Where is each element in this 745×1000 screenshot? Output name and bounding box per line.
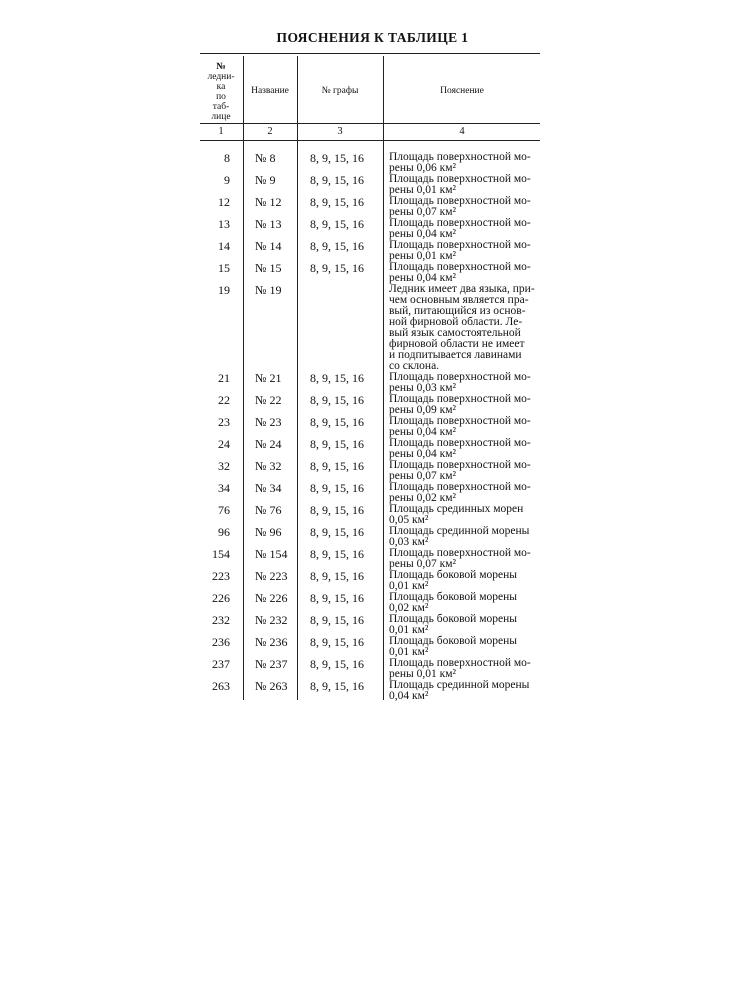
glacier-number: 13 [218,217,230,231]
glacier-name: № 34 [255,481,282,495]
glacier-name: № 23 [255,415,282,429]
header-bottom-rule [200,123,540,124]
colnum-bottom-rule [200,140,540,141]
page-title: ПОЯСНЕНИЯ К ТАБЛИЦЕ 1 [276,30,469,45]
glacier-number: 14 [218,239,230,253]
glacier-number: 12 [218,195,230,209]
header-col-number-line: ледни- [207,72,235,82]
explanation [389,592,541,614]
column-refs: 8, 9, 15, 16 [310,635,364,649]
explanation-line: Площадь боковой морены [389,635,517,647]
glacier-number: 22 [218,393,230,407]
column-refs: 8, 9, 15, 16 [310,195,364,209]
header-col-number-line: лице [211,112,231,122]
glacier-number: 23 [218,415,230,429]
explanation-line: рены 0,07 км² [389,558,456,570]
explanation-line: Ледник имеет два языка, при- [389,283,535,295]
explanation-line: Площадь поверхностной мо- [389,393,531,405]
glacier-name: № 263 [255,679,288,693]
glacier-number: 8 [224,151,230,165]
explanation-line: 0,01 км² [389,624,429,636]
explanation-line: Площадь поверхностной мо- [389,239,531,251]
explanation-line: рены 0,04 км² [389,426,456,438]
header-col-name: Название [251,86,289,96]
column-refs: 8, 9, 15, 16 [310,371,364,385]
explanation [389,636,541,658]
table-top-rule [200,53,540,54]
explanation [389,174,541,196]
glacier-name: № 22 [255,393,282,407]
explanation-line: фирновой области не имеет [389,338,525,350]
explanation-line: рены 0,07 км² [389,206,456,218]
glacier-number: 232 [212,613,230,627]
explanation-line: 0,01 км² [389,646,429,658]
glacier-name: № 76 [255,503,282,517]
glacier-number: 32 [218,459,230,473]
glacier-name: № 24 [255,437,282,451]
explanation [389,482,541,504]
explanation-line: рены 0,02 км² [389,492,456,504]
column-refs: 8, 9, 15, 16 [310,525,364,539]
column-refs: 8, 9, 15, 16 [310,239,364,253]
explanation-line: Площадь поверхностной мо- [389,217,531,229]
explanation [389,262,541,284]
header-col-number-line: таб- [212,102,230,112]
explanation-line: Площадь поверхностной мо- [389,261,531,273]
glacier-number: 237 [212,657,230,671]
col-number-1: 1 [218,126,224,137]
header-col-number-line: ка [216,82,226,92]
explanation-line: рены 0,04 км² [389,228,456,240]
column-refs: 8, 9, 15, 16 [310,173,364,187]
col-number-2: 2 [267,126,273,137]
explanation [389,526,541,548]
explanation-line: и подпитывается лавинами [389,349,522,361]
column-refs: 8, 9, 15, 16 [310,217,364,231]
header-col-explanation: Пояснение [440,86,484,96]
table-row [0,283,745,372]
explanation [389,460,541,482]
explanation-line: 0,04 км² [389,690,429,702]
glacier-name: № 237 [255,657,288,671]
explanation [389,680,541,702]
explanation [389,240,541,262]
explanation [389,416,541,438]
glacier-number: 34 [218,481,230,495]
explanation [389,152,541,174]
glacier-number: 76 [218,503,230,517]
explanation-line: Площадь срединной морены [389,679,530,691]
explanation-line: Площадь срединных морен [389,503,524,515]
explanation-line: Площадь боковой морены [389,569,517,581]
explanation [389,658,541,680]
explanation-line: рены 0,01 км² [389,184,456,196]
glacier-name: № 15 [255,261,282,275]
column-refs: 8, 9, 15, 16 [310,547,364,561]
explanation-line: Площадь поверхностной мо- [389,195,531,207]
table-row [0,635,745,657]
table-row [0,437,745,459]
explanation-line: Площадь боковой морены [389,591,517,603]
explanation-line: Площадь срединной морены [389,525,530,537]
header-col-number-line: № [216,62,226,72]
table-row [0,569,745,591]
table-row [0,371,745,393]
explanation-line: рены 0,01 км² [389,250,456,262]
column-refs: 8, 9, 15, 16 [310,503,364,517]
glacier-number: 263 [212,679,230,693]
column-refs: 8, 9, 15, 16 [310,415,364,429]
table-row [0,195,745,217]
glacier-name: № 21 [255,371,282,385]
glacier-name: № 236 [255,635,288,649]
table-row [0,151,745,173]
glacier-name: № 13 [255,217,282,231]
table-row [0,393,745,415]
explanation-line: рены 0,03 км² [389,382,456,394]
table-row [0,481,745,503]
explanation [389,504,541,526]
explanation-line: ной фирновой области. Ле- [389,316,523,328]
header-col-columns: № графы [321,86,359,96]
glacier-number: 154 [212,547,230,561]
glacier-name: № 154 [255,547,288,561]
explanation-line: со склона. [389,360,440,372]
explanation [389,394,541,416]
table-row [0,217,745,239]
table-row [0,239,745,261]
table-row [0,503,745,525]
column-refs: 8, 9, 15, 16 [310,679,364,693]
explanation-line: рены 0,09 км² [389,404,456,416]
explanation [389,372,541,394]
explanation-line: Площадь поверхностной мо- [389,415,531,427]
glacier-number: 236 [212,635,230,649]
column-refs: 8, 9, 15, 16 [310,613,364,627]
glacier-number: 96 [218,525,230,539]
header-col-number-line: по [216,92,226,102]
explanation-line: Площадь боковой морены [389,613,517,625]
explanation [389,218,541,240]
column-refs: 8, 9, 15, 16 [310,657,364,671]
explanation-line: рены 0,04 км² [389,448,456,460]
glacier-number: 24 [218,437,230,451]
column-refs: 8, 9, 15, 16 [310,569,364,583]
glacier-name: № 14 [255,239,282,253]
explanation-line: 0,03 км² [389,536,429,548]
explanation-line: Площадь поверхностной мо- [389,173,531,185]
explanation-line: рены 0,07 км² [389,470,456,482]
explanation-line: Площадь поверхностной мо- [389,657,531,669]
explanation-line: чем основным является пра- [389,294,529,306]
column-refs: 8, 9, 15, 16 [310,591,364,605]
glacier-number: 21 [218,371,230,385]
table-row [0,657,745,679]
glacier-name: № 9 [255,173,276,187]
explanation-line: 0,02 км² [389,602,429,614]
explanation-line: Площадь поверхностной мо- [389,371,531,383]
table-row [0,547,745,569]
explanation [389,438,541,460]
column-refs: 8, 9, 15, 16 [310,151,364,165]
explanation-line: рены 0,04 км² [389,272,456,284]
explanation-line: вый язык самостоятельной [389,327,521,339]
glacier-name: № 223 [255,569,288,583]
explanation-line: вый, питающийся из основ- [389,305,526,317]
glacier-number: 19 [218,283,230,297]
glacier-name: № 232 [255,613,288,627]
table-row [0,261,745,283]
explanation-line: рены 0,01 км² [389,668,456,680]
column-refs: 8, 9, 15, 16 [310,393,364,407]
table-row [0,525,745,547]
explanation [389,548,541,570]
table-row [0,613,745,635]
explanation-line: Площадь поверхностной мо- [389,151,531,163]
glacier-name: № 32 [255,459,282,473]
explanation-line: рены 0,06 км² [389,162,456,174]
column-refs: 8, 9, 15, 16 [310,261,364,275]
column-refs: 8, 9, 15, 16 [310,459,364,473]
glacier-name: № 12 [255,195,282,209]
col-number-3: 3 [337,126,343,137]
glacier-name: № 8 [255,151,276,165]
column-refs: 8, 9, 15, 16 [310,481,364,495]
table-row [0,459,745,481]
glacier-number: 223 [212,569,230,583]
header-col-number [200,62,242,122]
glacier-number: 15 [218,261,230,275]
explanation-line: 0,05 км² [389,514,429,526]
glacier-name: № 19 [255,283,282,297]
col-number-4: 4 [459,126,465,137]
table-row [0,679,745,701]
glacier-name: № 96 [255,525,282,539]
glacier-number: 226 [212,591,230,605]
table-row [0,591,745,613]
explanation-line: Площадь поверхностной мо- [389,437,531,449]
table-row [0,415,745,437]
explanation-line: Площадь поверхностной мо- [389,459,531,471]
explanation [389,284,541,372]
explanation [389,196,541,218]
explanation [389,614,541,636]
table-row [0,173,745,195]
explanation-line: 0,01 км² [389,580,429,592]
column-refs: 8, 9, 15, 16 [310,437,364,451]
glacier-name: № 226 [255,591,288,605]
glacier-number: 9 [224,173,230,187]
explanation-line: Площадь поверхностной мо- [389,547,531,559]
explanation [389,570,541,592]
explanation-line: Площадь поверхностной мо- [389,481,531,493]
